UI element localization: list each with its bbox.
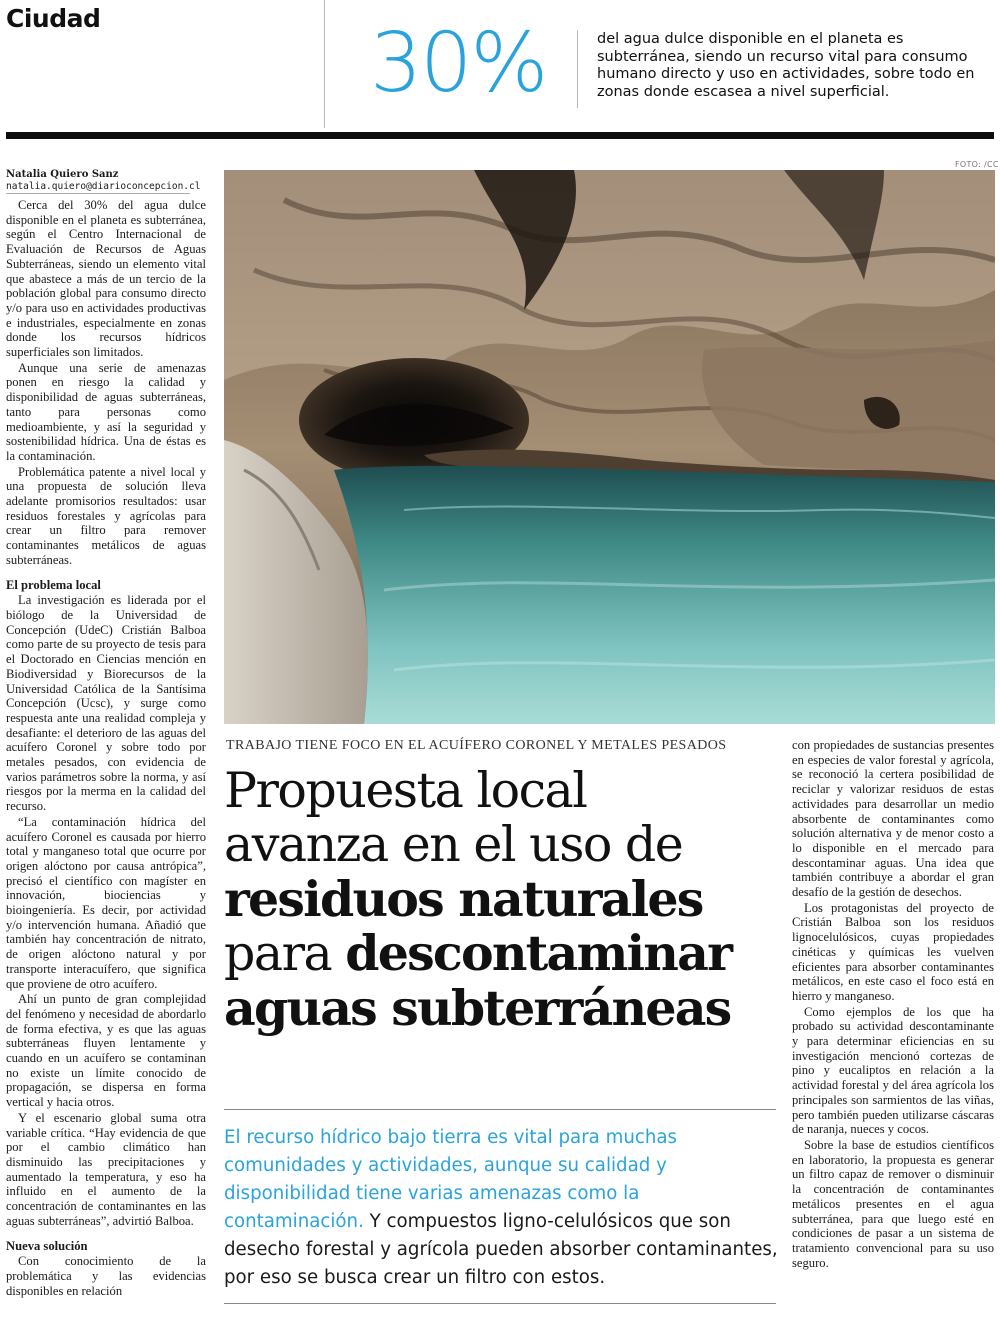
subheading: Nueva solución <box>6 1238 88 1253</box>
stat-value: 30% <box>370 16 547 111</box>
paragraph: Sobre la base de estudios científicos en laboratorio, la propuesta es generar un filtro capaz de remover o disminuir la concentración de contaminantes metálicos presentes en el agua subterránea, para que luego esté en condiciones de pasar a un sistema de tratamiento convencional para su uso seguro. <box>792 1137 994 1270</box>
right-column <box>792 738 994 1271</box>
headline-fragment: para <box>224 925 346 982</box>
deck-text: Y compuestos ligno-celulósicos que son desecho forestal y agrícola pueden absorber contaminantes, por eso se busca crear un filtro con estos. <box>224 1211 778 1288</box>
deck-rule-top <box>224 1109 776 1110</box>
paragraph: Y el escenario global suma otra variable crítica. “Hay evidencia de que por el cambio climático han disminuido las precipitaciones y aumentado la temperatura, y eso ha influido en el aumento de la concentración de contaminantes en las aguas subterráneas”, advirtió Balboa. <box>6 1110 206 1228</box>
paragraph: Aunque una serie de amenazas ponen en riesgo la calidad y disponibilidad de aguas subterráneas, tanto para personas como medioambiente, y así la seguridad y sostenibilidad hídrica. Una de éstas es la contaminación. <box>6 360 206 463</box>
headline <box>224 764 784 1035</box>
paragraph: Ahí un punto de gran complejidad del fenómeno y necesidad de abordarlo de forma efectiva, y es que las aguas subterráneas fluyen lentamente y cuando en un acuífero se contaminan no existe un límite conocido de propagación, se dispersa en forma vertical y hacia otros. <box>6 992 206 1110</box>
stat-description: del agua dulce disponible en el planeta es subterránea, siendo un recurso vital para consumo humano directo y uso en actividades, sobre todo en zonas donde escasea a nivel superficial. <box>597 31 975 100</box>
byline-divider <box>6 193 190 194</box>
left-column <box>6 198 206 1299</box>
headline-line: Propuesta local <box>224 762 587 819</box>
byline <box>6 169 201 193</box>
paragraph: Problemática patente a nivel local y una propuesta de solución lleva adelante promisorios resultados: usar residuos forestales y agrícolas para crear un filtro para remover contaminantes metálicos de aguas subterráneas. <box>6 464 206 567</box>
kicker: TRABAJO TIENE FOCO EN EL ACUÍFERO CORONEL Y METALES PESADOS <box>226 738 727 753</box>
stat-divider <box>577 30 578 108</box>
paragraph: Como ejemplos de los que ha probado su actividad descontaminante y para determinar eficiencias en su investigación mencionó cortezas de pino y eucaliptos en relación a la actividad forestal y del área agrícola los principales son sarmientos de las viñas, pero también pueden utilizarse cáscaras de naranja, nueces y cocos. <box>792 1004 994 1137</box>
paragraph: Con conocimiento de la problemática y las evidencias disponibles en relación <box>6 1254 206 1298</box>
header-divider <box>324 0 325 128</box>
photo-credit: FOTO: /CC <box>955 160 999 169</box>
subheading: El problema local <box>6 577 101 592</box>
deck-highlight: El recurso hídrico bajo tierra es vital para muchas comunidades y actividades, aunque su calidad y disponibilidad tiene varias amenazas como la contaminación. <box>224 1127 677 1232</box>
paragraph: “La contaminación hídrica del acuífero Coronel es causada por hierro total y manganeso total que ocurre por origen alóctono por causa antrópica”, precisó el científico con magíster en innovación, biociencias y bioingeniería. Es decir, por actividad y/o intervención humana. Añadió que también hay concentración de nitrato, de origen alóctono natural y por transporte interacuífero, que significa que proviene de otro acuífero. <box>6 814 206 991</box>
headline-fragment: descontaminar <box>345 924 732 982</box>
section-title: Ciudad <box>6 4 101 33</box>
paragraph: La investigación es liderada por el biólogo de la Universidad de Concepción (UdeC) Cristián Balboa como parte de su proyecto de tesis para el Doctorado en Ciencias mención en Biodiversidad y Biorecursos de la Universidad Católica de la Santísima Concepción (Ucsc), y surge como respuesta ante una realidad compleja y desafiante: el deterioro de las aguas del acuífero Coronel y sobre todo por metales pesados, con evidencia de varios parámetros sobre la norma, y así riesgos por la merma en la calidad del recurso. <box>6 593 206 814</box>
author-email[interactable]: natalia.quiero@diarioconcepcion.cl <box>6 181 201 192</box>
paragraph: Los protagonistas del proyecto de Cristián Balboa son los residuos lignocelulósicos, cuyas propiedades cinéticas y químicas les vuelven eficientes para absorber contaminantes metálicos, en este caso el foco está en hierro y manganeso. <box>792 900 994 1003</box>
headline-line: aguas subterráneas <box>224 979 731 1037</box>
deck-rule-bottom <box>224 1303 776 1304</box>
deck <box>224 1124 784 1292</box>
paragraph: con propiedades de sustancias presentes en especies de valor forestal y agrícola, se reconoció la certera posibilidad de reciclar y valorizar residuos de estas actividades para desarrollar un medio absorbente de contaminantes como solución alternativa y de menor costo a lo disponible en el mercado para descontaminar aguas. Una idea que también contribuye a abordar el gran desafío de la gestión de desechos. <box>792 738 994 900</box>
headline-line: residuos naturales <box>224 870 703 928</box>
header-rule <box>6 132 994 139</box>
headline-line <box>224 926 784 981</box>
cave-photo <box>224 170 995 724</box>
paragraph: Cerca del 30% del agua dulce disponible en el planeta es subterránea, según el Centro Internacional de Evaluación de Recursos de Aguas Subterráneas, siendo un elemento vital que abastece a más de un tercio de la población global para consumo directo y/o para uso en actividades productivas e industriales, especialmente en zonas donde los recursos hídricos superficiales son limitados. <box>6 198 206 360</box>
headline-line: avanza en el uso de <box>224 816 683 873</box>
author-name: Natalia Quiero Sanz <box>6 169 119 180</box>
